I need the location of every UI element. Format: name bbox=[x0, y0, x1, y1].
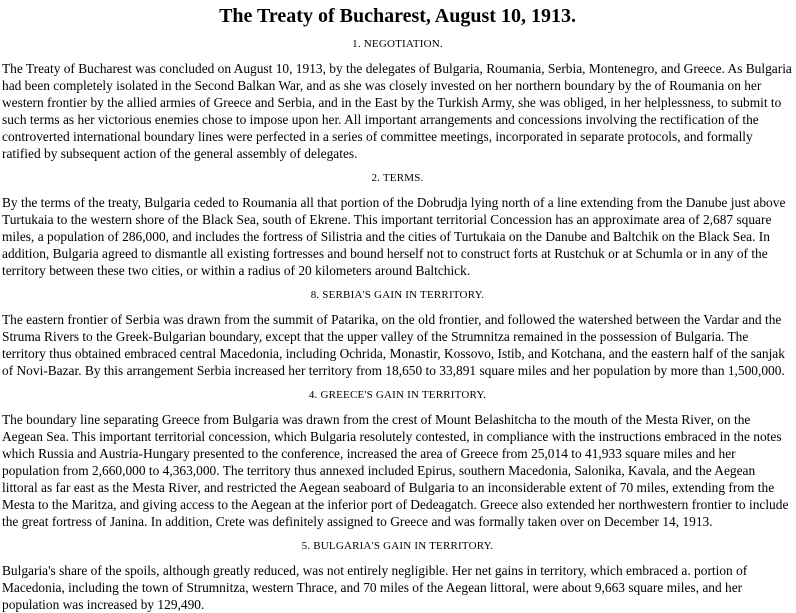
section-heading: 8. SERBIA'S GAIN IN TERRITORY. bbox=[310, 289, 485, 301]
section-heading: 5. BULGARIA'S GAIN IN TERRITORY. bbox=[301, 540, 494, 552]
section-heading: 2. TERMS. bbox=[371, 172, 424, 184]
section-heading: 1. NEGOTIATION. bbox=[352, 38, 443, 50]
section-serbia-gain bbox=[2, 289, 793, 379]
section-paragraph: By the terms of the treaty, Bulgaria ceded to Roumania all that portion of the Dobrudja lying north of a line extending from the Danube just above Turtukaia to the western shore of the Black Sea, south of Ekrene. This important territorial Concession has an approximate area of 2,687 square miles, a population of 286,000, and includes the fortress of Silistria and the cities of Turtukaia on the Danube and Baltchik on the Black Sea. In addition, Bulgaria agreed to dismantle all existing fortresses and bound herself not to construct forts at Rustchuk or at Schumla or in any of the territory between these two cities, or within a radius of 20 kilometers around Baltchick. bbox=[2, 195, 786, 278]
section-paragraph: The boundary line separating Greece from Bulgaria was drawn from the crest of Mount Belashitcha to the mouth of the Mesta River, on the Aegean Sea. This important territorial concession, which Bulgaria resolutely contested, in compliance with the instructions embraced in the notes which Russia and Austria-Hungary presented to the conference, increased the area of Greece from 25,014 to 41,933 square miles and her population from 2,660,000 to 4,363,000. The territory thus annexed included Epirus, southern Macedonia, Salonika, Kavala, and the Aegean littoral as far east as the Mesta River, and restricted the Aegean seaboard of Bulgaria to an inconsiderable extent of 70 miles, extending from the Mesta to the Maritza, and giving access to the Aegean at the inferior port of Dedeagatch. Greece also extended her northwestern frontier to include the great fortress of Janina. In addition, Crete was definitely assigned to Greece and was formally taken over on December 14, 1913. bbox=[2, 412, 789, 529]
page-title: The Treaty of Bucharest, August 10, 1913. bbox=[219, 5, 576, 27]
treaty-document bbox=[0, 5, 796, 613]
section-bulgaria-gain bbox=[2, 540, 793, 613]
section-greece-gain bbox=[2, 389, 793, 530]
section-paragraph: The Treaty of Bucharest was concluded on August 10, 1913, by the delegates of Bulgaria, Roumania, Serbia, Montenegro, and Greece. As Bulgaria had been completely isolated in the Second Balkan War, and as she was closely invested on her northern boundary by the of Roumania on her western frontier by the allied armies of Greece and Serbia, and in the East by the Turkish Army, she was obliged, in her helplessness, to submit to such terms as her victorious enemies chose to impose upon her. All important arrangements and concessions involving the rectification of the controverted international boundary lines were perfected in a series of committee meetings, incorporated in separate protocols, and formally ratified by subsequent action of the general assembly of delegates. bbox=[2, 61, 792, 161]
section-terms bbox=[2, 172, 793, 279]
section-paragraph: The eastern frontier of Serbia was drawn from the summit of Patarika, on the old frontier, and followed the watershed between the Vardar and the Struma Rivers to the Greek-Bulgarian boundary, except that the upper valley of the Strumnitza remained in the possession of Bulgaria. The territory thus obtained embraced central Macedonia, including Ochrida, Monastir, Kossovo, Istib, and Kotchana, and the eastern half of the sanjak of Novi-Bazar. By this arrangement Serbia increased her territory from 18,650 to 33,891 square miles and her population by more than 1,500,000. bbox=[2, 312, 785, 378]
section-paragraph: Bulgaria's share of the spoils, although greatly reduced, was not entirely negligible. Her net gains in territory, which embraced a. portion of Macedonia, including the town of Strumnitza, western Thrace, and 70 miles of the Aegean littoral, were about 9,663 square miles, and her population was increased by 129,490. bbox=[2, 563, 748, 612]
section-heading: 4. GREECE'S GAIN IN TERRITORY. bbox=[308, 389, 487, 401]
section-negotiation bbox=[2, 38, 793, 162]
